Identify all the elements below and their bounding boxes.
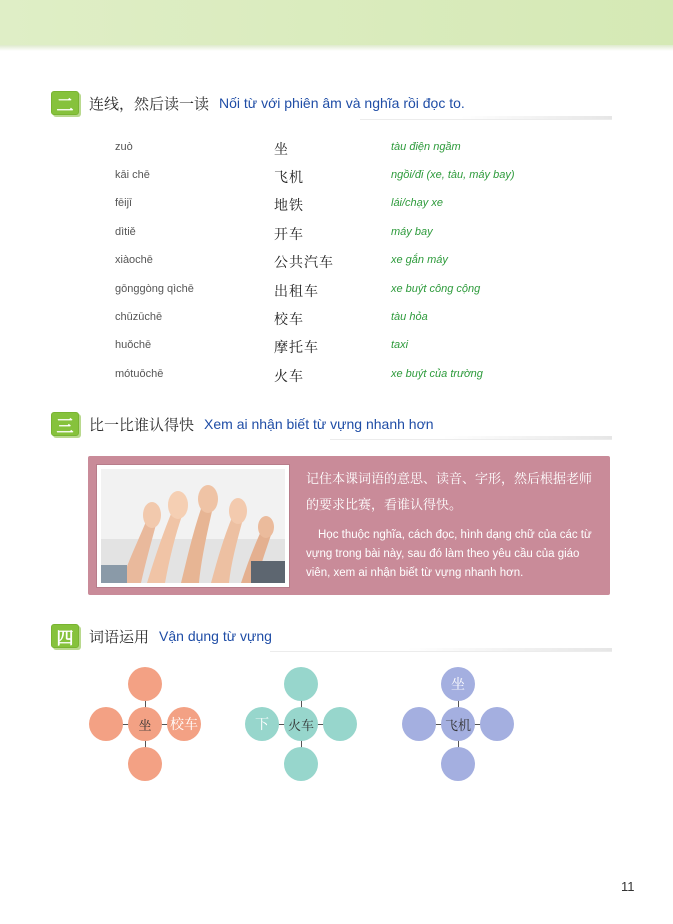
diagram-center-circle — [441, 707, 475, 741]
vocab-hanzi: 摩托车 — [274, 340, 319, 356]
vocab-row — [0, 311, 673, 331]
vocab-meaning: xe buýt của trường — [391, 368, 483, 380]
vocab-hanzi: 飞机 — [274, 170, 304, 186]
section-4-title-vi: Vận dụng từ vựng — [159, 628, 272, 644]
section-2-rule — [360, 116, 612, 120]
diagram-center-word: 火车 — [287, 718, 314, 734]
section-3-badge: 三 — [51, 412, 79, 436]
diagram-center-circle — [128, 707, 162, 741]
vocab-pinyin: xiàochē — [115, 254, 153, 266]
vocab-pinyin: huǒchē — [115, 339, 152, 351]
vocab-hanzi: 出租车 — [274, 284, 319, 300]
diagram-bottom-circle — [284, 747, 318, 781]
photo-frame — [97, 465, 289, 587]
section-3-header — [51, 411, 434, 437]
panel-text-vi: Học thuộc nghĩa, cách đọc, hình dạng chữ của các từ vựng trong bài này, sau đó làm theo yêu cầu của giáo viên, xem ai nhận biết từ vựng nhanh hơn. — [306, 529, 592, 579]
vocab-pinyin: kāi chē — [115, 169, 150, 181]
vocab-row — [0, 254, 673, 274]
vocab-hanzi: 火车 — [274, 369, 304, 385]
section-3-title-cn: 比一比谁认得快 — [89, 415, 195, 434]
section-2-title-vi: Nối từ với phiên âm và nghĩa rồi đọc to. — [219, 95, 465, 111]
diagram-left-circle — [402, 707, 436, 741]
diagram-center-word: 飞机 — [444, 718, 471, 734]
vocab-hanzi: 公共汽车 — [274, 255, 334, 271]
vocab-meaning: xe gắn máy — [391, 254, 448, 266]
section-3-rule — [330, 436, 612, 440]
top-band — [0, 0, 673, 45]
vocab-hanzi: 地铁 — [274, 198, 304, 214]
vocab-meaning: ngồi/đi (xe, tàu, máy bay) — [391, 169, 515, 181]
vocab-row — [0, 197, 673, 217]
diagram-right-circle: 校车 — [167, 707, 201, 741]
vocab-meaning: lái/chạy xe — [391, 197, 443, 209]
diagram-top-circle — [128, 667, 162, 701]
raised-hands-photo — [101, 469, 285, 583]
section-4-rule — [270, 648, 612, 652]
diagram-left-circle — [89, 707, 123, 741]
section-4-title-cn: 词语运用 — [89, 627, 150, 646]
vocab-row — [0, 226, 673, 246]
vocab-meaning: tàu điện ngầm — [391, 141, 461, 153]
top-band-shadow — [0, 45, 673, 51]
vocab-hanzi: 坐 — [274, 142, 289, 158]
vocab-row — [0, 368, 673, 388]
vocab-pinyin: gōnggòng qìchē — [115, 283, 194, 295]
section-4-badge: 四 — [51, 624, 79, 648]
vocab-meaning: taxi — [391, 339, 409, 351]
vocab-pinyin: mótuōchē — [115, 368, 164, 380]
diagram-center-circle — [284, 707, 318, 741]
vocab-row — [0, 169, 673, 189]
diagram-top-circle: 坐 — [441, 667, 475, 701]
diagram-top-circle — [284, 667, 318, 701]
section-2-title-cn: 连线，然后读一读 — [89, 94, 210, 113]
section-2-badge: 二 — [51, 91, 79, 115]
vocab-meaning: máy bay — [391, 226, 433, 238]
section-4-header — [51, 623, 272, 649]
diagram-right-circle — [323, 707, 357, 741]
diagram-left-circle: 下 — [245, 707, 279, 741]
page-number: 11 — [621, 879, 635, 894]
vocab-row — [0, 141, 673, 161]
vocab-row — [0, 283, 673, 303]
vocab-hanzi: 开车 — [274, 227, 304, 243]
vocab-hanzi: 校车 — [274, 312, 304, 328]
diagram-center-word: 坐 — [138, 718, 152, 734]
section-2-header — [51, 90, 465, 116]
vocab-meaning: tàu hỏa — [391, 311, 428, 323]
vocab-row — [0, 339, 673, 359]
panel-text-cn: 记住本课词语的意思、读音、字形，然后根据老师的要求比赛，看谁认得快。 — [306, 472, 593, 513]
section-3-title-vi: Xem ai nhận biết từ vựng nhanh hơn — [204, 416, 434, 432]
diagram-bottom-circle — [441, 747, 475, 781]
vocab-pinyin: fēijī — [115, 197, 133, 209]
diagram-bottom-circle — [128, 747, 162, 781]
vocab-pinyin: zuò — [115, 141, 133, 153]
vocab-pinyin: chūzūchē — [115, 311, 163, 323]
vocab-meaning: xe buýt công cộng — [391, 283, 481, 295]
diagram-right-circle — [480, 707, 514, 741]
vocab-pinyin: dìtiě — [115, 226, 136, 238]
